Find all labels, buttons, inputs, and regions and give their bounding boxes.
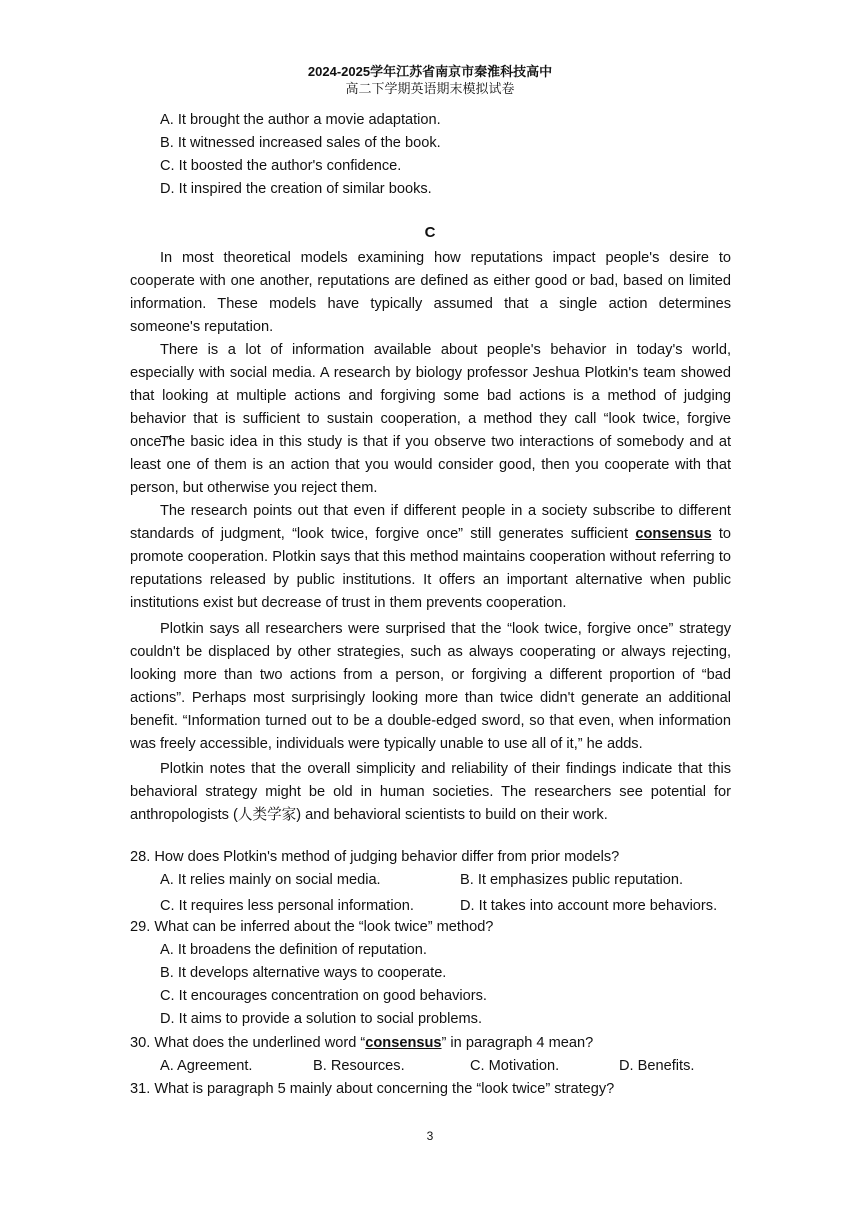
prev-option-c: C. It boosted the author's confidence. <box>160 158 402 174</box>
prev-option-b: B. It witnessed increased sales of the book. <box>160 135 441 151</box>
question-29-option-a: A. It broadens the definition of reputation. <box>160 942 427 958</box>
paragraph-5: Plotkin says all researchers were surprised that the “look twice, forgive once” strategy couldn't be displaced by other strategies, such as always cooperating or always rejecting, looking more than two actions from a person, or forgiving a different proportion of “bad actions”. Perhaps most surprisingly looking more than twice didn't generate an additional benefit. “Information turned out to be a double-edged sword, so that even, when information was freely accessible, individuals were typically unable to use all of it,” he adds. <box>130 621 731 752</box>
paragraph-4 <box>130 500 731 615</box>
section-title: C <box>424 224 436 241</box>
question-30-stem-b: ” in paragraph 4 mean? <box>441 1035 594 1051</box>
question-30-option-c: C. Motivation. <box>470 1058 560 1074</box>
question-29-option-b: B. It develops alternative ways to cooperate. <box>160 965 447 981</box>
question-29-option-c: C. It encourages concentration on good behaviors. <box>160 988 487 1004</box>
header-subtitle: 高二下学期英语期末模拟试卷 <box>345 81 515 96</box>
question-29-stem: 29. What can be inferred about the “look twice” method? <box>130 919 494 935</box>
paragraph-4-text-b: to promote cooperation. Plotkin says that this method maintains cooperation without referring to reputations released by public institutions. It offers an important alternative when public institutions exist but decrease of trust in them prevents cooperation. <box>130 526 731 611</box>
prev-option-a: A. It brought the author a movie adaptation. <box>160 112 441 128</box>
question-30-stem-a: 30. What does the underlined word “ <box>130 1035 366 1051</box>
question-29-option-d: D. It aims to provide a solution to social problems. <box>160 1011 483 1027</box>
paragraph-6: Plotkin notes that the overall simplicity and reliability of their findings indicate that this behavioral strategy might be old in human societies. The researchers see potential for anthropologists (人类学家) and behavioral scientists to build on their work. <box>130 761 731 823</box>
question-28-stem: 28. How does Plotkin's method of judging behavior differ from prior models? <box>130 849 620 865</box>
paragraph-4-text-a: The research points out that even if different people in a society subscribe to different standards of judgment, “look twice, forgive once” still generates sufficient <box>130 503 731 542</box>
header-title: 2024-2025学年江苏省南京市秦淮科技高中 <box>307 64 553 79</box>
question-28-option-a: A. It relies mainly on social media. <box>160 872 381 888</box>
paragraph-2: There is a lot of information available about people's behavior in today's world, especially with social media. A research by biology professor Jeshua Plotkin's team showed that looking at multiple actions and forgiving some bad actions is a method of judging behavior that is sufficient to sustain cooperation, a method they call “look twice, forgive once.” <box>130 342 731 450</box>
paragraph-3: The basic idea in this study is that if you observe two interactions of somebody and at least one of them is an action that you would consider good, then you cooperate with that person, but otherwise you reject them. <box>130 434 731 496</box>
question-30-option-b: B. Resources. <box>313 1058 405 1074</box>
prev-option-d: D. It inspired the creation of similar books. <box>160 181 432 197</box>
question-31-stem: 31. What is paragraph 5 mainly about concerning the “look twice” strategy? <box>130 1081 615 1097</box>
question-28-option-c: C. It requires less personal information. <box>160 898 414 914</box>
question-28-option-b: B. It emphasizes public reputation. <box>460 872 684 888</box>
paragraph-1: In most theoretical models examining how reputations impact people's desire to cooperate with one another, reputations are defined as either good or bad, based on limited information. These models have typically assumed that a single action determines someone's reputation. <box>130 250 731 335</box>
question-30-stem <box>130 1034 593 1052</box>
question-30-option-d: D. Benefits. <box>619 1058 695 1074</box>
question-30-underlined-word: consensus <box>365 1035 442 1051</box>
question-28-option-d: D. It takes into account more behaviors. <box>460 898 718 914</box>
page-number: 3 <box>426 1129 434 1143</box>
question-30-option-a: A. Agreement. <box>160 1058 253 1074</box>
underlined-word: consensus <box>635 526 712 542</box>
